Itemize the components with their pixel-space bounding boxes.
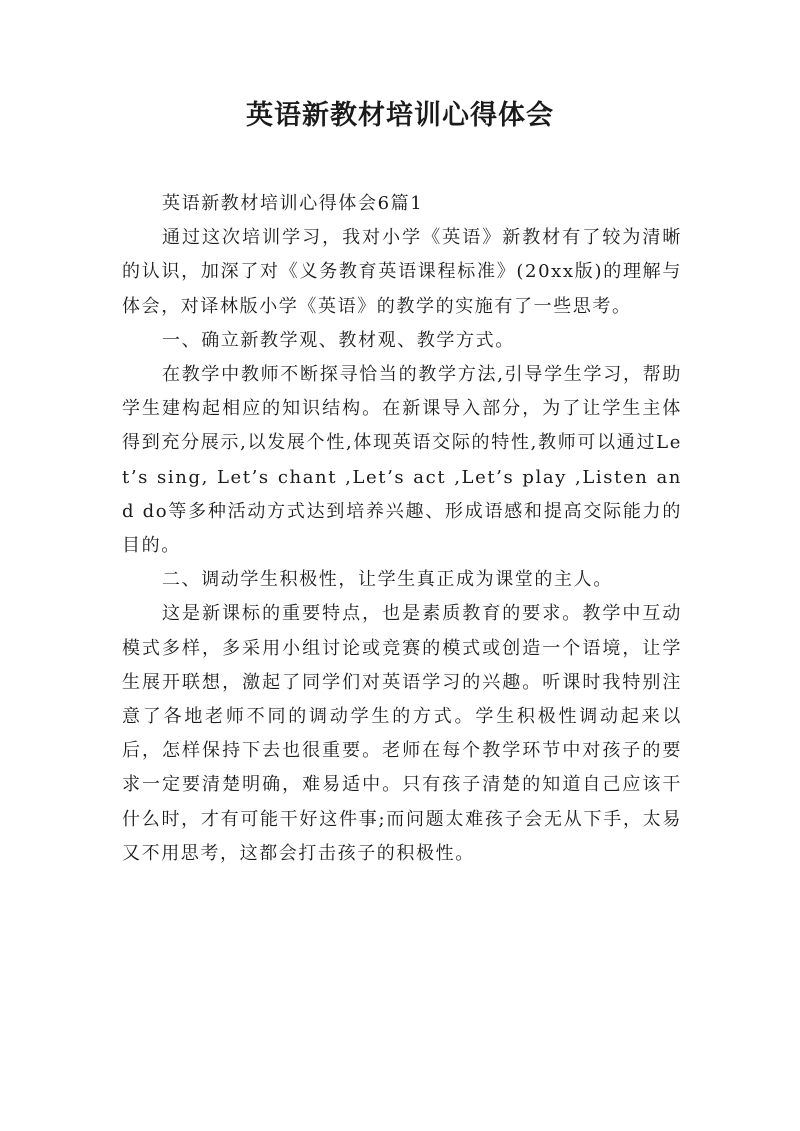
document-title: 英语新教材培训心得体会 xyxy=(246,100,554,131)
section-1-paragraph: 在教学中教师不断探寻恰当的教学方法,引导学生学习，帮助学生建构起相应的知识结构。在新课导入部分，为了让学生主体得到充分展示,以发展个性,体现英语交际的特性,教师可以通过Let’s sing, Let’s chant ,Let’s act ,Let’s play ,Listen and do等多种活动方式达到培养兴趣、形成语感和提高交际能力的目的。 xyxy=(122,364,682,557)
section-heading-2: 二、调动学生积极性，让学生真正成为课堂的主人。 xyxy=(162,569,613,591)
intro-paragraph: 通过这次培训学习，我对小学《英语》新教材有了较为清晰的认识，加深了对《义务教育英语课程标准》(20xx版)的理解与体会，对译林版小学《英语》的教学的实施有了一些思考。 xyxy=(122,227,682,317)
section-2-paragraph: 这是新课标的重要特点，也是素质教育的要求。教学中互动模式多样，多采用小组讨论或竞赛的模式或创造一个语境，让学生展开联想，激起了同学们对英语学习的兴趣。听课时我特别注意了各地老师不同的调动学生的方式。学生积极性调动起来以后，怎样保持下去也很重要。老师在每个教学环节中对孩子的要求一定要清楚明确，难易适中。只有孩子清楚的知道自己应该干什么时，才有可能干好这件事;而问题太难孩子会无从下手，太易又不用思考，这都会打击孩子的积极性。 xyxy=(122,603,682,864)
section-heading-1: 一、确立新教学观、教材观、教学方式。 xyxy=(162,329,515,351)
document-body xyxy=(122,187,682,871)
subtitle-paragraph: 英语新教材培训心得体会6篇1 xyxy=(162,193,424,214)
